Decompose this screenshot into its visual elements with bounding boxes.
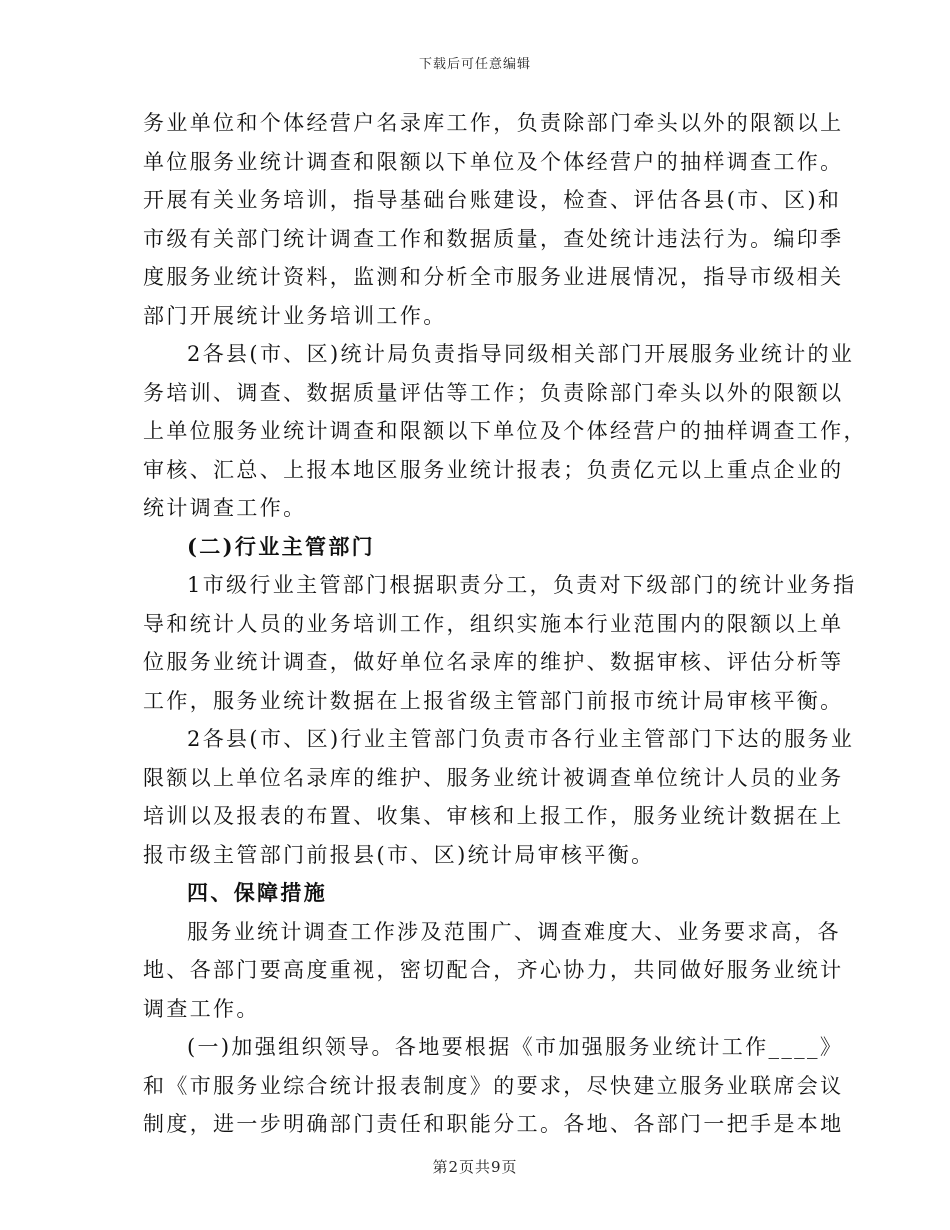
- paragraph-line: 1市级行业主管部门根据职责分工，负责对下级部门的统计业务指: [187, 573, 857, 597]
- page-footer-number: 第2页共9页: [432, 1158, 518, 1176]
- paragraph-line: 单位服务业统计调查和限额以下单位及个体经营户的抽样调查工作。: [143, 149, 844, 174]
- section-heading: (二)行业主管部门: [187, 533, 376, 559]
- paragraph-line: 培训以及报表的布置、收集、审核和上报工作，服务业统计数据在上: [143, 804, 844, 828]
- paragraph-line: 统计调查工作。: [143, 496, 307, 520]
- paragraph-line: 限额以上单位名录库的维护、服务业统计被调查单位统计人员的业务: [143, 765, 844, 790]
- paragraph-line: 审核、汇总、上报本地区服务业统计报表；负责亿元以上重点企业的: [143, 457, 844, 482]
- paragraph-line: 上单位服务业统计调查和限额以下单位及个体经营户的抽样调查工作，: [143, 419, 867, 443]
- document-body: [143, 104, 867, 1144]
- paragraph-line: 务业单位和个体经营户名录库工作，负责除部门牵头以外的限额以上: [143, 111, 844, 135]
- paragraph-line: 导和统计人员的业务培训工作，组织实施本行业范围内的限额以上单: [143, 611, 844, 636]
- paragraph-line: (一)加强组织领导。各地要根据《市加强服务业统计工作____》: [187, 1035, 844, 1059]
- paragraph-line: 报市级主管部门前报县(市、区)统计局审核平衡。: [143, 842, 655, 867]
- section-heading: 四、保障措施: [187, 880, 328, 905]
- paragraph-line: 度服务业统计资料，监测和分析全市服务业进展情况，指导市级相关: [143, 265, 844, 289]
- paragraph-line: 务培训、调查、数据质量评估等工作；负责除部门牵头以外的限额以: [143, 380, 844, 405]
- paragraph-line: 部门开展统计业务培训工作。: [143, 303, 447, 328]
- paragraph-line: 调查工作。: [143, 996, 260, 1021]
- paragraph-line: 2各县(市、区)行业主管部门负责市各行业主管部门下达的服务业: [187, 727, 855, 751]
- paragraph-line: 服务业统计调查工作涉及范围广、调查难度大、业务要求高，各: [187, 919, 841, 944]
- paragraph-line: 地、各部门要高度重视，密切配合，齐心协力，共同做好服务业统计: [143, 958, 844, 982]
- paragraph-line: 制度，进一步明确部门责任和职能分工。各地、各部门一把手是本地: [143, 1112, 844, 1136]
- paragraph-line: 和《市服务业综合统计报表制度》的要求，尽快建立服务业联席会议: [143, 1073, 844, 1098]
- paragraph-line: 2各县(市、区)统计局负责指导同级相关部门开展服务业统计的业: [187, 342, 855, 366]
- paragraph-line: 位服务业统计调查，做好单位名录库的维护、数据审核、评估分析等: [143, 650, 844, 674]
- paragraph-line: 市级有关部门统计调查工作和数据质量，查处统计违法行为。编印季: [143, 226, 844, 251]
- paragraph-line: 开展有关业务培训，指导基础台账建设，检查、评估各县(市、区)和: [143, 188, 842, 212]
- paragraph-line: 工作，服务业统计数据在上报省级主管部门前报市统计局审核平衡。: [143, 688, 844, 713]
- page-header-note: 下载后可任意编辑: [418, 57, 531, 72]
